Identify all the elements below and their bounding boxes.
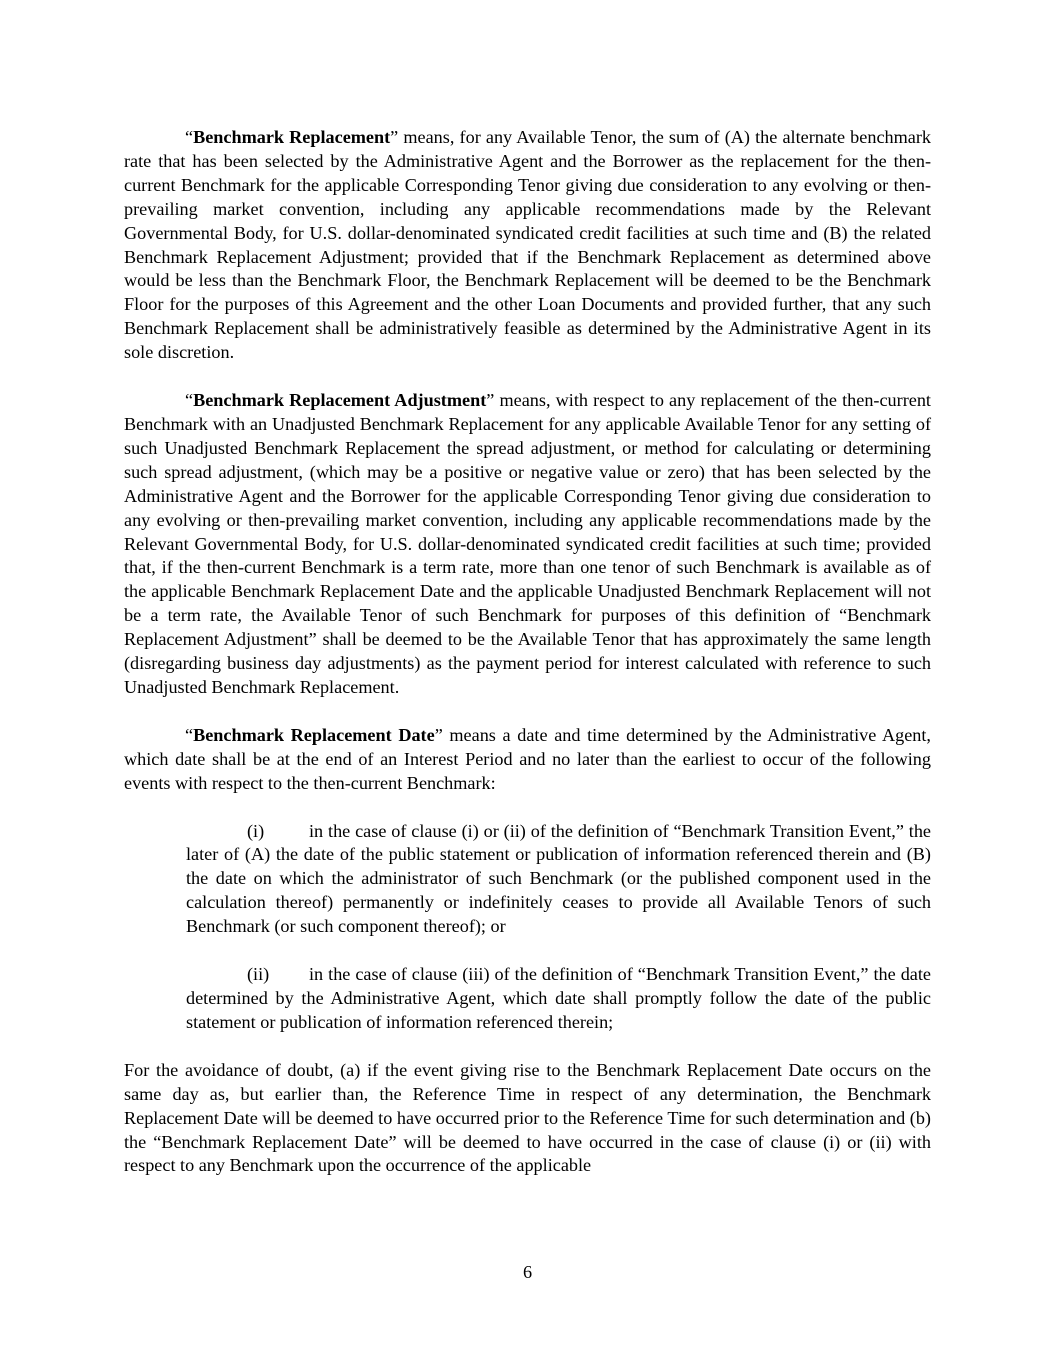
clause-ii bbox=[186, 963, 931, 1035]
clause-text: in the case of clause (i) or (ii) of the definition of “Benchmark Transition Event,” the later of (A) the date of the public statement or publication of information referenced therein and (B) the date on which the administrator of such Benchmark (or the published component used in the calculation thereof) permanently or indefinitely ceases to provide all Available Tenors of such Benchmark (or such component thereof); or bbox=[186, 820, 931, 937]
avoidance-of-doubt-paragraph: For the avoidance of doubt, (a) if the event giving rise to the Benchmark Replacement Date occurs on the same day as, but earlier than, the Reference Time in respect of any determination, the Benchmark Replacement Date will be deemed to have occurred prior to the Reference Time for such determination and (b) the “Benchmark Replacement Date” will be deemed to have occurred in the case of clause (i) or (ii) with respect to any Benchmark upon the occurrence of the applicable bbox=[124, 1059, 931, 1176]
defined-term: Benchmark Replacement Date bbox=[193, 724, 435, 745]
clause-text: in the case of clause (iii) of the definition of “Benchmark Transition Event,” the date determined by the Administrative Agent, which date shall promptly follow the date of the public statement or publication of information referenced therein; bbox=[186, 964, 931, 1032]
definition-benchmark-replacement-adjustment: “Benchmark Replacement Adjustment” means, with respect to any replacement of the then-current Benchmark with an Unadjusted Benchmark Replacement for any applicable Available Tenor for any setting of such Unadjusted Benchmark Replacement the spread adjustment, or method for calculating or determining such spread adjustment, (which may be a positive or negative value or zero) that has been selected by the Administrative Agent and the Borrower for the applicable Corresponding Tenor giving due consideration to any evolving or then-prevailing market convention, including any applicable recommendations made by the Relevant Governmental Body, for U.S. dollar-denominated syndicated credit facilities at such time; provided that, if the then-current Benchmark is a term rate, more than one tenor of such Benchmark is available as of the applicable Benchmark Replacement Date and the applicable Unadjusted Benchmark Replacement will not be a term rate, the Available Tenor of such Benchmark for purposes of this definition of “Benchmark Replacement Adjustment” shall be deemed to be the Available Tenor that has approximately the same length (disregarding business day adjustments) as the payment period for interest calculated with reference to such Unadjusted Benchmark Replacement. bbox=[124, 390, 931, 697]
definition-text: means, for any Available Tenor, the sum of (A) the alternate benchmark rate that has been selected by the Administrative Agent and the Borrower as the replacement for the then-current Benchmark for the applicable Corresponding Tenor giving due consideration to any evolving or then-prevailing market convention, including any applicable recommendations made by the Relevant Governmental Body, for U.S. dollar-denominated syndicated credit facilities at such time and (B) the related Benchmark Replacement Adjustment; provided that if the Benchmark Replacement as determined above would be less than the Benchmark Floor, the Benchmark Replacement will be deemed to be the Benchmark Floor for the purposes of this Agreement and the other Loan Documents and provided further, that any such Benchmark Replacement shall be administratively feasible as determined by the Administrative Agent in its sole discretion. bbox=[124, 127, 931, 363]
definition-benchmark-replacement-date: “Benchmark Replacement Date” means a date and time determined by the Administrative Agent, which date shall be at the end of an Interest Period and no later than the earliest to occur of the following events with respect to the then-current Benchmark: bbox=[124, 724, 931, 793]
defined-term: Benchmark Replacement bbox=[193, 127, 391, 147]
page-number: 6 bbox=[522, 1262, 533, 1282]
clause-number: (ii) bbox=[247, 964, 270, 985]
definition-benchmark-replacement: “Benchmark Replacement” means, for any Available Tenor, the sum of (A) the alternate benchmark rate that has been selected by the Administrative Agent and the Borrower as the replacement for the then-current Benchmark for the applicable Corresponding Tenor giving due consideration to any evolving or then-prevailing market convention, including any applicable recommendations made by the Relevant Governmental Body, for U.S. dollar-denominated syndicated credit facilities at such time and (B) the related Benchmark Replacement Adjustment; provided that if the Benchmark Replacement as determined above would be less than the Benchmark Floor, the Benchmark Replacement will be deemed to be the Benchmark Floor for the purposes of this Agreement and the other Loan Documents and provided further, that any such Benchmark Replacement shall be administratively feasible as determined by the Administrative Agent in its sole discretion. bbox=[124, 127, 931, 363]
clause-i bbox=[186, 820, 931, 940]
defined-term: Benchmark Replacement Adjustment bbox=[193, 390, 487, 411]
clause-number: (i) bbox=[247, 820, 265, 841]
definition-text: means, with respect to any replacement of the then-current Benchmark with an Unadjusted Benchmark Replacement for any applicable Available Tenor for any setting of such Unadjusted Benchmark Replacement the spread adjustment, or method for calculating or determining such spread adjustment, (which may be a positive or negative value or zero) that has been selected by the Administrative Agent and the Borrower for the applicable Corresponding Tenor giving due consideration to any evolving or then-prevailing market convention, including any applicable recommendations made by the Relevant Governmental Body, for U.S. dollar-denominated syndicated credit facilities at such time; provided that, if the then-current Benchmark is a term rate, more than one tenor of such Benchmark is available as of the applicable Benchmark Replacement Date and the applicable Unadjusted Benchmark Replacement will not be a term rate, the Available Tenor of such Benchmark for purposes of this definition of “Benchmark Replacement Adjustment” shall be deemed to be the Available Tenor that has approximately the same length (disregarding business day adjustments) as the payment period for interest calculated with reference to such Unadjusted Benchmark Replacement. bbox=[124, 390, 931, 697]
definition-text: means a date and time determined by the Administrative Agent, which date shall be at the end of an Interest Period and no later than the earliest to occur of the following events with respect to the then-current Benchmark: bbox=[124, 724, 931, 793]
document-page bbox=[124, 126, 931, 1178]
